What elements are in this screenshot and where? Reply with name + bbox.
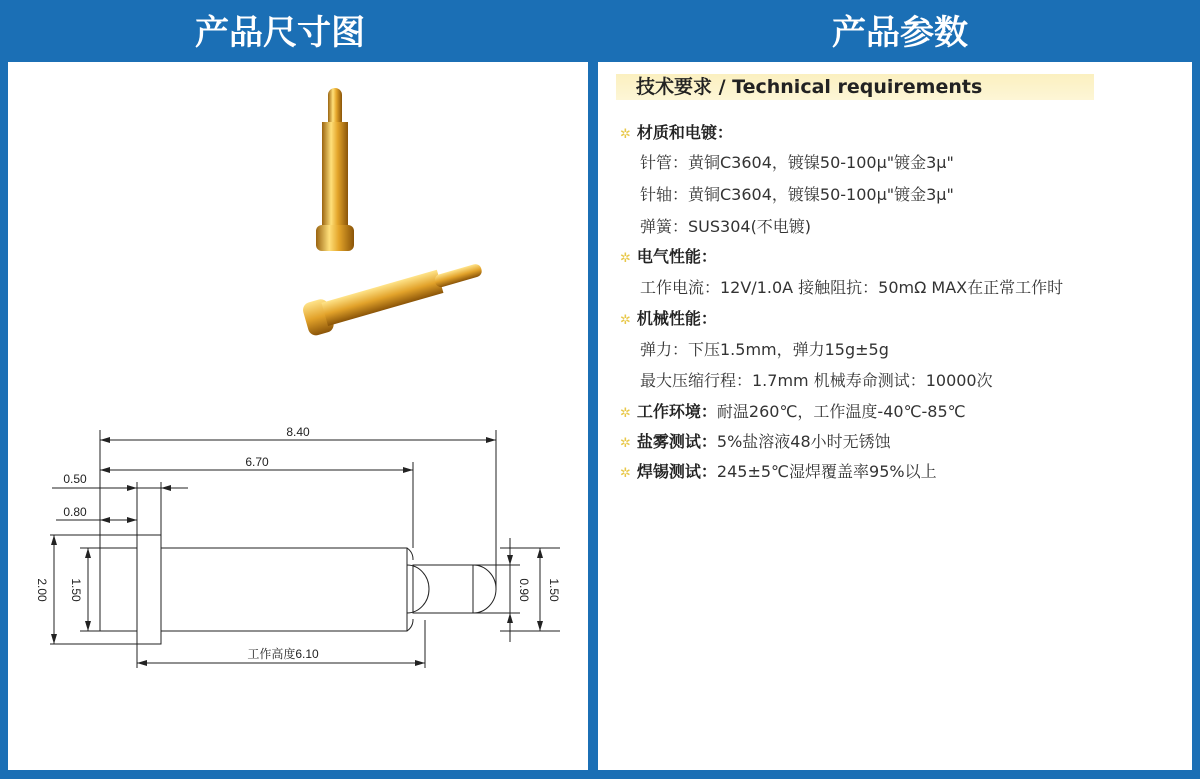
- section-electrical: ✲ 电气性能：: [620, 247, 717, 266]
- dim-8-40: 8.40: [286, 425, 310, 439]
- technical-drawing: [50, 430, 560, 668]
- star-icon: ✲: [620, 436, 631, 451]
- star-icon: ✲: [620, 313, 631, 328]
- spec-line: 针轴：黄铜C3604，镀镍50-100μ"镀金3μ": [640, 185, 954, 204]
- star-icon: ✲: [620, 406, 631, 421]
- section-environment: ✲ 工作环境：耐温260℃，工作温度-40℃-85℃: [620, 402, 966, 421]
- parameters-panel: [598, 62, 1192, 770]
- dim-working-height: 工作高度6.10: [247, 647, 319, 661]
- dim-0-90: 0.90: [517, 578, 531, 602]
- dim-6-70: 6.70: [245, 455, 269, 469]
- star-icon: ✲: [620, 251, 631, 266]
- section-material: ✲ 材质和电镀：: [620, 123, 733, 142]
- dim-1-50-right: 1.50: [547, 578, 561, 602]
- spec-line: 工作电流：12V/1.0A 接触阻抗：50mΩ MAX在正常工作时: [640, 278, 1064, 297]
- section-solder: ✲ 焊锡测试：245±5℃湿焊覆盖率95%以上: [620, 462, 937, 481]
- spec-line: 弹力：下压1.5mm，弹力15g±5g: [640, 340, 889, 359]
- section-salt-spray: ✲ 盐雾测试：5%盐溶液48小时无锈蚀: [620, 432, 891, 451]
- dimension-arrows: [51, 437, 543, 666]
- spec-line: 弹簧：SUS304(不电镀): [640, 217, 812, 236]
- dimension-panel: [8, 62, 588, 770]
- dim-0-50: 0.50: [63, 472, 87, 486]
- star-icon: ✲: [620, 466, 631, 481]
- pin-drawing: [8, 62, 588, 770]
- spec-line: 针管：黄铜C3604，镀镍50-100μ"镀金3μ": [640, 153, 954, 172]
- header-product-dimensions: 产品尺寸图: [195, 13, 365, 53]
- dim-2-00: 2.00: [35, 578, 49, 602]
- dim-1-50-left: 1.50: [69, 578, 83, 602]
- product-photo: [301, 88, 486, 337]
- spec-line: 最大压缩行程：1.7mm 机械寿命测试：10000次: [640, 371, 993, 390]
- dim-0-80: 0.80: [63, 505, 87, 519]
- section-mechanical: ✲ 机械性能：: [620, 309, 717, 328]
- star-icon: ✲: [620, 127, 631, 142]
- header-product-parameters: 产品参数: [832, 13, 968, 53]
- spec-title: 技术要求 / Technical requirements: [616, 74, 1094, 100]
